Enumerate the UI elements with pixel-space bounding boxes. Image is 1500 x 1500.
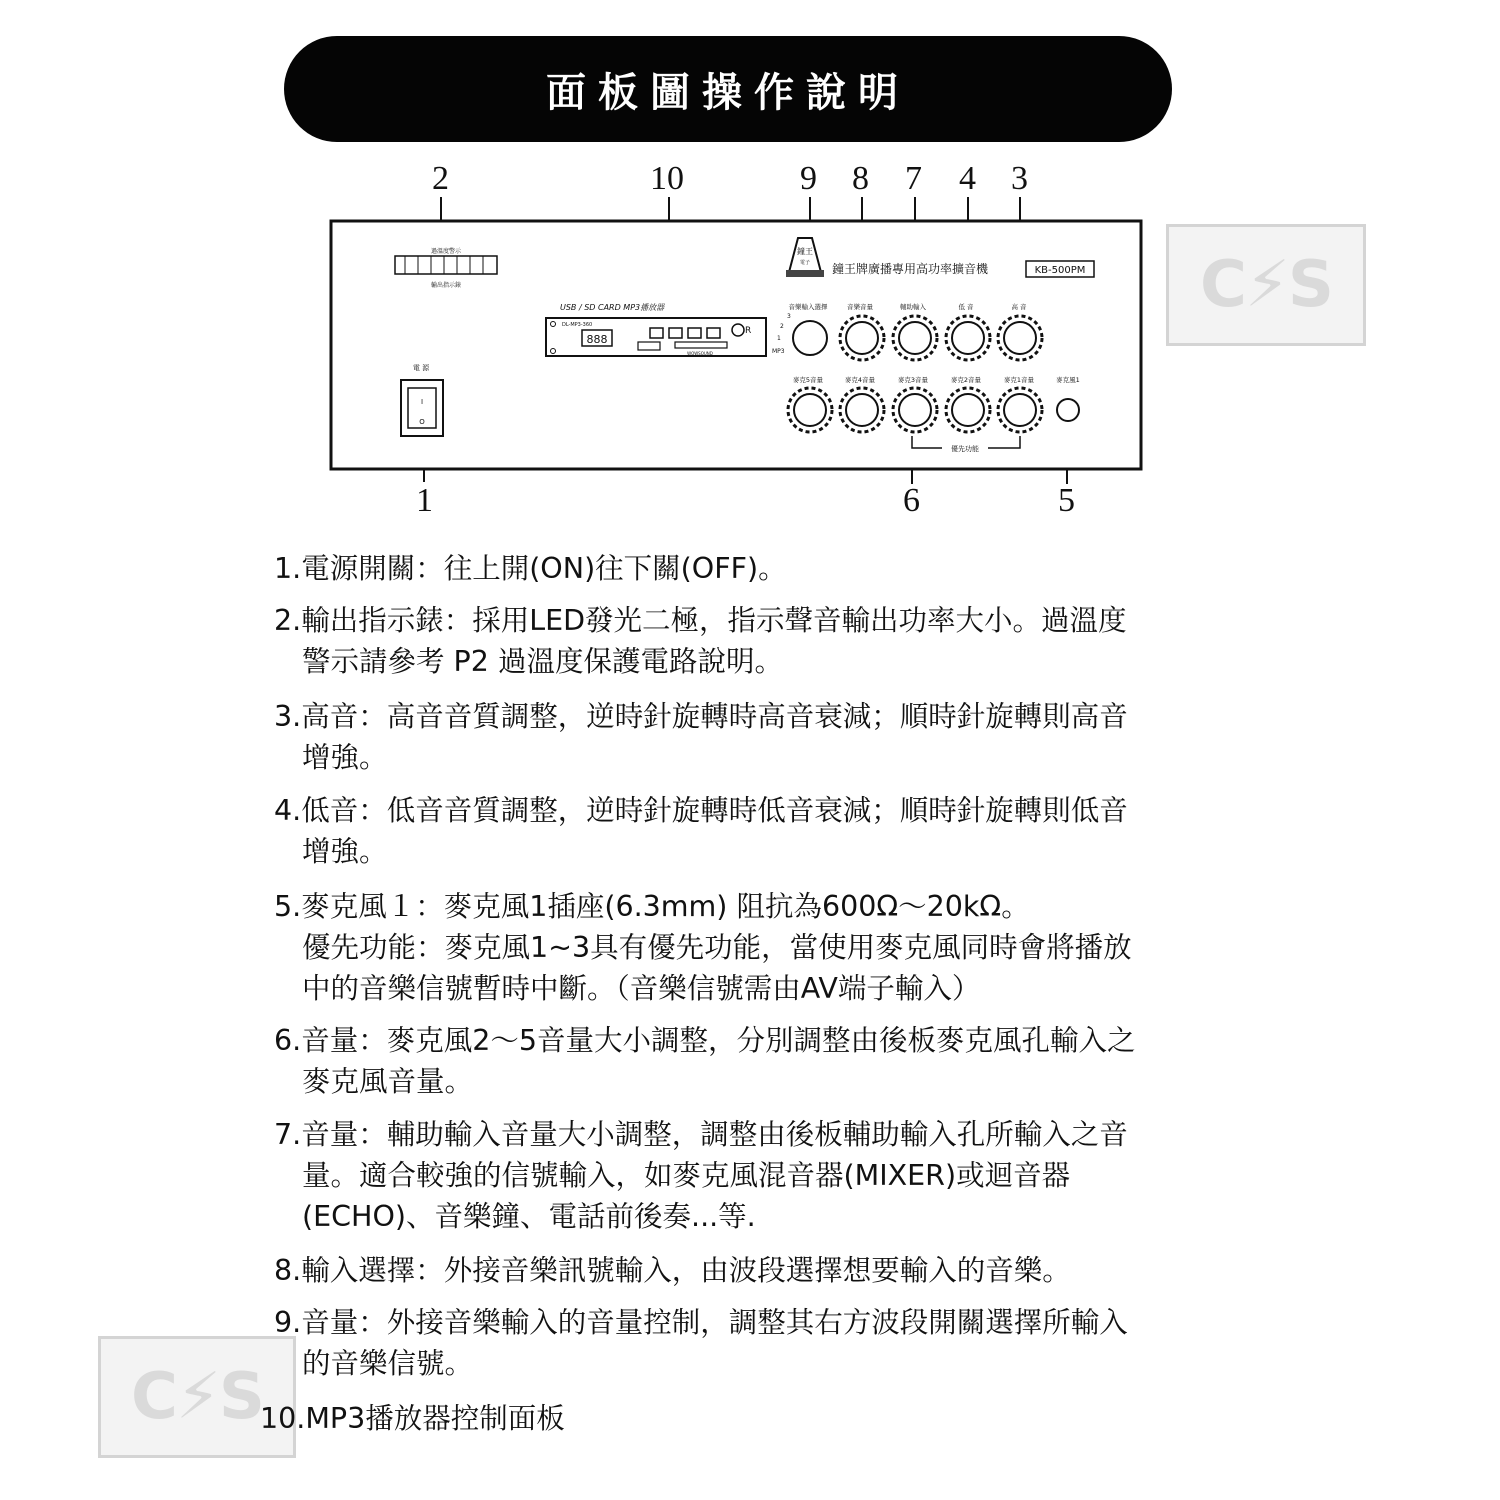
desc-item-7 bbox=[274, 1114, 1214, 1237]
callout-2: 2 bbox=[432, 160, 449, 197]
mic5-volume-knob bbox=[788, 388, 832, 432]
knob-label-treble: 高 音 bbox=[1011, 303, 1027, 311]
priority-label: 優先功能 bbox=[951, 445, 979, 453]
mic1-volume-knob bbox=[998, 388, 1042, 432]
watermark-bottom-left bbox=[98, 1336, 296, 1458]
desc-line: 量。適合較強的信號輸入，如麥克風混音器(MIXER)或迴音器 bbox=[302, 1159, 1071, 1192]
callout-9: 9 bbox=[800, 160, 817, 197]
desc-line: 1.電源開關：往上開(ON)往下關(OFF)。 bbox=[274, 552, 787, 585]
mic1-jack bbox=[1057, 399, 1079, 421]
switch-off-mark: O bbox=[419, 418, 425, 426]
knob-label-mic2: 麥克2音量 bbox=[950, 376, 982, 384]
desc-line: 增強。 bbox=[302, 741, 388, 774]
desc-line: 6.音量：麥克風2～5音量大小調整，分別調整由後板麥克風孔輸入之 bbox=[274, 1024, 1136, 1057]
callout-4: 4 bbox=[959, 160, 976, 197]
desc-line: 4.低音：低音音質調整，逆時針旋轉時低音衰減；順時針旋轉則低音 bbox=[274, 794, 1128, 827]
knob-label-bass: 低 音 bbox=[958, 303, 974, 311]
mp3-brand-label: WOWSOUND bbox=[687, 351, 713, 356]
mp3-remote-mark: R bbox=[745, 326, 752, 336]
desc-line: 警示請參考 P2 過溫度保護電路說明。 bbox=[302, 645, 783, 678]
knob-label-music-volume: 音樂音量 bbox=[847, 303, 873, 311]
callout-1: 1 bbox=[416, 482, 433, 519]
band-mp3-mark: MP3 bbox=[772, 348, 785, 355]
mp3-display: 888 bbox=[586, 333, 608, 346]
watermark-text: C⚡S bbox=[131, 1360, 263, 1434]
knob-label-mic3: 麥克3音量 bbox=[897, 376, 929, 384]
desc-line: 7.音量：輔助輸入音量大小調整，調整由後板輔助輸入孔所輸入之音 bbox=[274, 1118, 1128, 1151]
treble-knob bbox=[998, 316, 1042, 360]
meter-top-label: 過溫度警示 bbox=[430, 248, 462, 255]
desc-line: 優先功能：麥克風1~3具有優先功能，當使用麥克風同時會將播放 bbox=[302, 931, 1132, 964]
aux-input-knob bbox=[893, 316, 937, 360]
logo-sub: 電子 bbox=[799, 260, 811, 266]
mp3-player-module bbox=[546, 318, 766, 356]
desc-item-3 bbox=[274, 696, 1214, 778]
mp3-module-label: USB / SD CARD MP3播放器 bbox=[560, 303, 665, 312]
desc-item-6 bbox=[274, 1020, 1214, 1102]
jack-label-mic1: 麥克風1 bbox=[1056, 376, 1080, 384]
knob-label-aux-input: 輔助輸入 bbox=[900, 303, 926, 311]
desc-line: 3.高音：高音音質調整，逆時針旋轉時高音衰減；順時針旋轉則高音 bbox=[274, 700, 1128, 733]
desc-line: 中的音樂信號暫時中斷。（音樂信號需由AV端子輸入） bbox=[302, 972, 981, 1005]
switch-on-mark: I bbox=[420, 398, 424, 406]
desc-item-10 bbox=[260, 1398, 1200, 1439]
callout-6: 6 bbox=[903, 482, 920, 519]
callout-5: 5 bbox=[1058, 482, 1075, 519]
desc-line: 麥克風音量。 bbox=[302, 1065, 474, 1098]
bass-knob bbox=[946, 316, 990, 360]
logo-text: 鐘王 bbox=[797, 247, 813, 256]
meter-bottom-label: 輸出指示錶 bbox=[430, 282, 462, 289]
desc-line: 2.輸出指示錶：採用LED發光二極，指示聲音輸出功率大小。過溫度 bbox=[274, 604, 1127, 637]
desc-line: 增強。 bbox=[302, 835, 388, 868]
desc-line: 9.音量：外接音樂輸入的音量控制，調整其右方波段開關選擇所輸入 bbox=[274, 1306, 1128, 1339]
band-2-mark: 2 bbox=[780, 323, 784, 330]
mp3-model-label: DL-MP3-360 bbox=[562, 322, 593, 328]
model-label: KB-500PM bbox=[1034, 265, 1086, 276]
mic2-volume-knob bbox=[946, 388, 990, 432]
callout-10: 10 bbox=[650, 160, 684, 197]
callout-8: 8 bbox=[852, 160, 869, 197]
callout-7: 7 bbox=[905, 160, 922, 197]
watermark-text: C⚡S bbox=[1200, 248, 1332, 322]
page-title: 面板圖操作說明 bbox=[546, 68, 910, 116]
desc-item-8 bbox=[274, 1250, 1214, 1291]
power-switch bbox=[401, 380, 443, 436]
band-3-mark: 3 bbox=[787, 313, 791, 320]
desc-item-1 bbox=[274, 548, 1214, 589]
watermark-top-right bbox=[1166, 224, 1366, 346]
desc-line: (ECHO)、音樂鐘、電話前後奏...等. bbox=[302, 1200, 756, 1233]
power-label: 電 源 bbox=[412, 364, 430, 372]
knob-label-input-select: 音樂輸入選擇 bbox=[788, 303, 828, 311]
desc-line: 的音樂信號。 bbox=[302, 1347, 474, 1380]
input-select-knob bbox=[793, 321, 827, 355]
knob-label-mic1: 麥克1音量 bbox=[1003, 376, 1035, 384]
knob-label-mic4: 麥克4音量 bbox=[844, 376, 876, 384]
desc-line: 5.麥克風１：麥克風1插座(6.3mm) 阻抗為600Ω～20kΩ。 bbox=[274, 890, 1030, 923]
brand-title: 鐘王牌廣播專用高功率擴音機 bbox=[832, 262, 989, 276]
desc-item-2 bbox=[274, 600, 1214, 682]
music-volume-knob bbox=[840, 316, 884, 360]
desc-item-4 bbox=[274, 790, 1214, 872]
mic4-volume-knob bbox=[840, 388, 884, 432]
desc-line: 10.MP3播放器控制面板 bbox=[260, 1402, 565, 1435]
desc-line: 8.輸入選擇：外接音樂訊號輸入，由波段選擇想要輸入的音樂。 bbox=[274, 1254, 1071, 1287]
band-1-mark: 1 bbox=[777, 335, 781, 342]
mic3-volume-knob bbox=[893, 388, 937, 432]
desc-item-9 bbox=[274, 1302, 1214, 1384]
callout-3: 3 bbox=[1011, 160, 1028, 197]
desc-item-5 bbox=[274, 886, 1214, 1009]
knob-label-mic5: 麥克5音量 bbox=[792, 376, 824, 384]
